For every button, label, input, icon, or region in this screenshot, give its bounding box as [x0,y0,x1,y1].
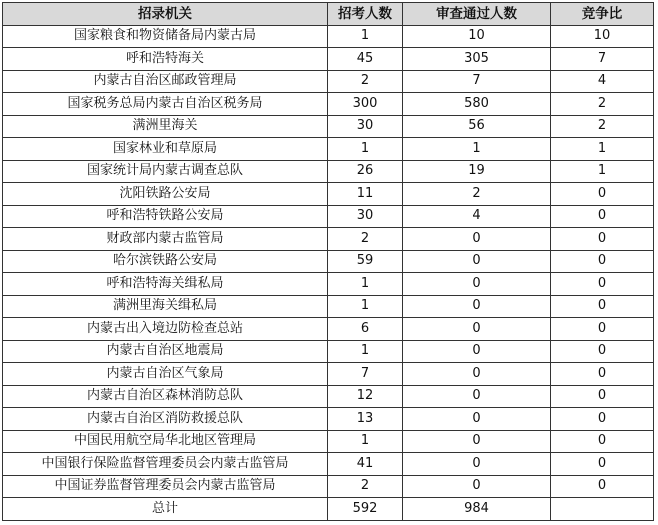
cell-ratio: 0 [551,295,654,318]
cell-quota: 6 [328,318,403,341]
cell-ratio: 1 [551,160,654,183]
cell-approved: 0 [403,250,551,273]
cell-ratio: 2 [551,93,654,116]
cell-approved: 2 [403,183,551,206]
cell-approved: 0 [403,318,551,341]
cell-agency: 国家税务总局内蒙古自治区税务局 [3,93,328,116]
cell-agency: 内蒙古自治区森林消防总队 [3,385,328,408]
header-ratio: 竞争比 [551,3,654,26]
cell-agency: 内蒙古出入境边防检查总站 [3,318,328,341]
header-quota: 招考人数 [328,3,403,26]
table-row [3,363,654,386]
cell-ratio: 0 [551,318,654,341]
cell-approved: 984 [403,498,551,521]
cell-approved: 580 [403,93,551,116]
cell-ratio [551,498,654,521]
cell-quota: 2 [328,228,403,251]
cell-approved: 4 [403,205,551,228]
cell-approved: 0 [403,363,551,386]
cell-quota: 7 [328,363,403,386]
cell-agency: 满洲里海关缉私局 [3,295,328,318]
total-row [3,498,654,521]
table-row [3,340,654,363]
cell-approved: 0 [403,475,551,498]
cell-quota: 2 [328,70,403,93]
cell-ratio: 2 [551,115,654,138]
cell-agency: 中国银行保险监督管理委员会内蒙古监管局 [3,453,328,476]
table-header-row [3,3,654,26]
cell-agency: 沈阳铁路公安局 [3,183,328,206]
cell-ratio: 10 [551,25,654,48]
cell-agency: 内蒙古自治区气象局 [3,363,328,386]
cell-ratio: 4 [551,70,654,93]
table-row [3,273,654,296]
cell-ratio: 0 [551,363,654,386]
cell-agency: 国家统计局内蒙古调查总队 [3,160,328,183]
cell-quota: 300 [328,93,403,116]
cell-quota: 592 [328,498,403,521]
cell-approved: 0 [403,453,551,476]
cell-approved: 1 [403,138,551,161]
cell-ratio: 0 [551,205,654,228]
cell-approved: 10 [403,25,551,48]
table-row [3,295,654,318]
cell-quota: 45 [328,48,403,71]
cell-ratio: 1 [551,138,654,161]
table-row [3,93,654,116]
cell-quota: 1 [328,340,403,363]
table-row [3,318,654,341]
cell-agency: 国家林业和草原局 [3,138,328,161]
cell-quota: 26 [328,160,403,183]
table-row [3,430,654,453]
cell-agency: 哈尔滨铁路公安局 [3,250,328,273]
cell-ratio: 0 [551,273,654,296]
cell-approved: 0 [403,408,551,431]
cell-agency: 呼和浩特海关 [3,48,328,71]
cell-agency: 内蒙古自治区消防救援总队 [3,408,328,431]
table-row [3,183,654,206]
table-row [3,250,654,273]
cell-quota: 1 [328,273,403,296]
cell-approved: 0 [403,273,551,296]
cell-quota: 1 [328,295,403,318]
cell-quota: 2 [328,475,403,498]
table-row [3,228,654,251]
cell-approved: 0 [403,385,551,408]
table-row [3,48,654,71]
cell-agency: 内蒙古自治区邮政管理局 [3,70,328,93]
cell-approved: 56 [403,115,551,138]
cell-approved: 19 [403,160,551,183]
table-row [3,205,654,228]
cell-quota: 1 [328,25,403,48]
table-row [3,408,654,431]
cell-agency: 满洲里海关 [3,115,328,138]
cell-agency: 总计 [3,498,328,521]
table-row [3,385,654,408]
cell-approved: 7 [403,70,551,93]
table-row [3,138,654,161]
header-agency: 招录机关 [3,3,328,26]
cell-ratio: 0 [551,250,654,273]
cell-ratio: 0 [551,430,654,453]
cell-agency: 财政部内蒙古监管局 [3,228,328,251]
cell-agency: 中国民用航空局华北地区管理局 [3,430,328,453]
cell-quota: 11 [328,183,403,206]
cell-approved: 0 [403,430,551,453]
cell-quota: 1 [328,430,403,453]
table-row [3,160,654,183]
cell-ratio: 7 [551,48,654,71]
cell-approved: 0 [403,295,551,318]
cell-ratio: 0 [551,408,654,431]
table-row [3,115,654,138]
cell-approved: 0 [403,340,551,363]
cell-quota: 30 [328,115,403,138]
cell-agency: 中国证券监督管理委员会内蒙古监管局 [3,475,328,498]
cell-ratio: 0 [551,385,654,408]
cell-agency: 国家粮食和物资储备局内蒙古局 [3,25,328,48]
cell-ratio: 0 [551,453,654,476]
table-row [3,453,654,476]
cell-approved: 305 [403,48,551,71]
cell-ratio: 0 [551,340,654,363]
cell-quota: 1 [328,138,403,161]
cell-quota: 12 [328,385,403,408]
recruitment-table [2,2,654,521]
table-row [3,70,654,93]
cell-ratio: 0 [551,183,654,206]
cell-agency: 内蒙古自治区地震局 [3,340,328,363]
cell-agency: 呼和浩特铁路公安局 [3,205,328,228]
cell-quota: 30 [328,205,403,228]
cell-quota: 41 [328,453,403,476]
recruitment-table-container [2,2,654,521]
header-approved: 审查通过人数 [403,3,551,26]
table-row [3,25,654,48]
table-body [3,25,654,520]
cell-approved: 0 [403,228,551,251]
table-row [3,475,654,498]
cell-quota: 59 [328,250,403,273]
cell-quota: 13 [328,408,403,431]
cell-ratio: 0 [551,475,654,498]
cell-agency: 呼和浩特海关缉私局 [3,273,328,296]
cell-ratio: 0 [551,228,654,251]
